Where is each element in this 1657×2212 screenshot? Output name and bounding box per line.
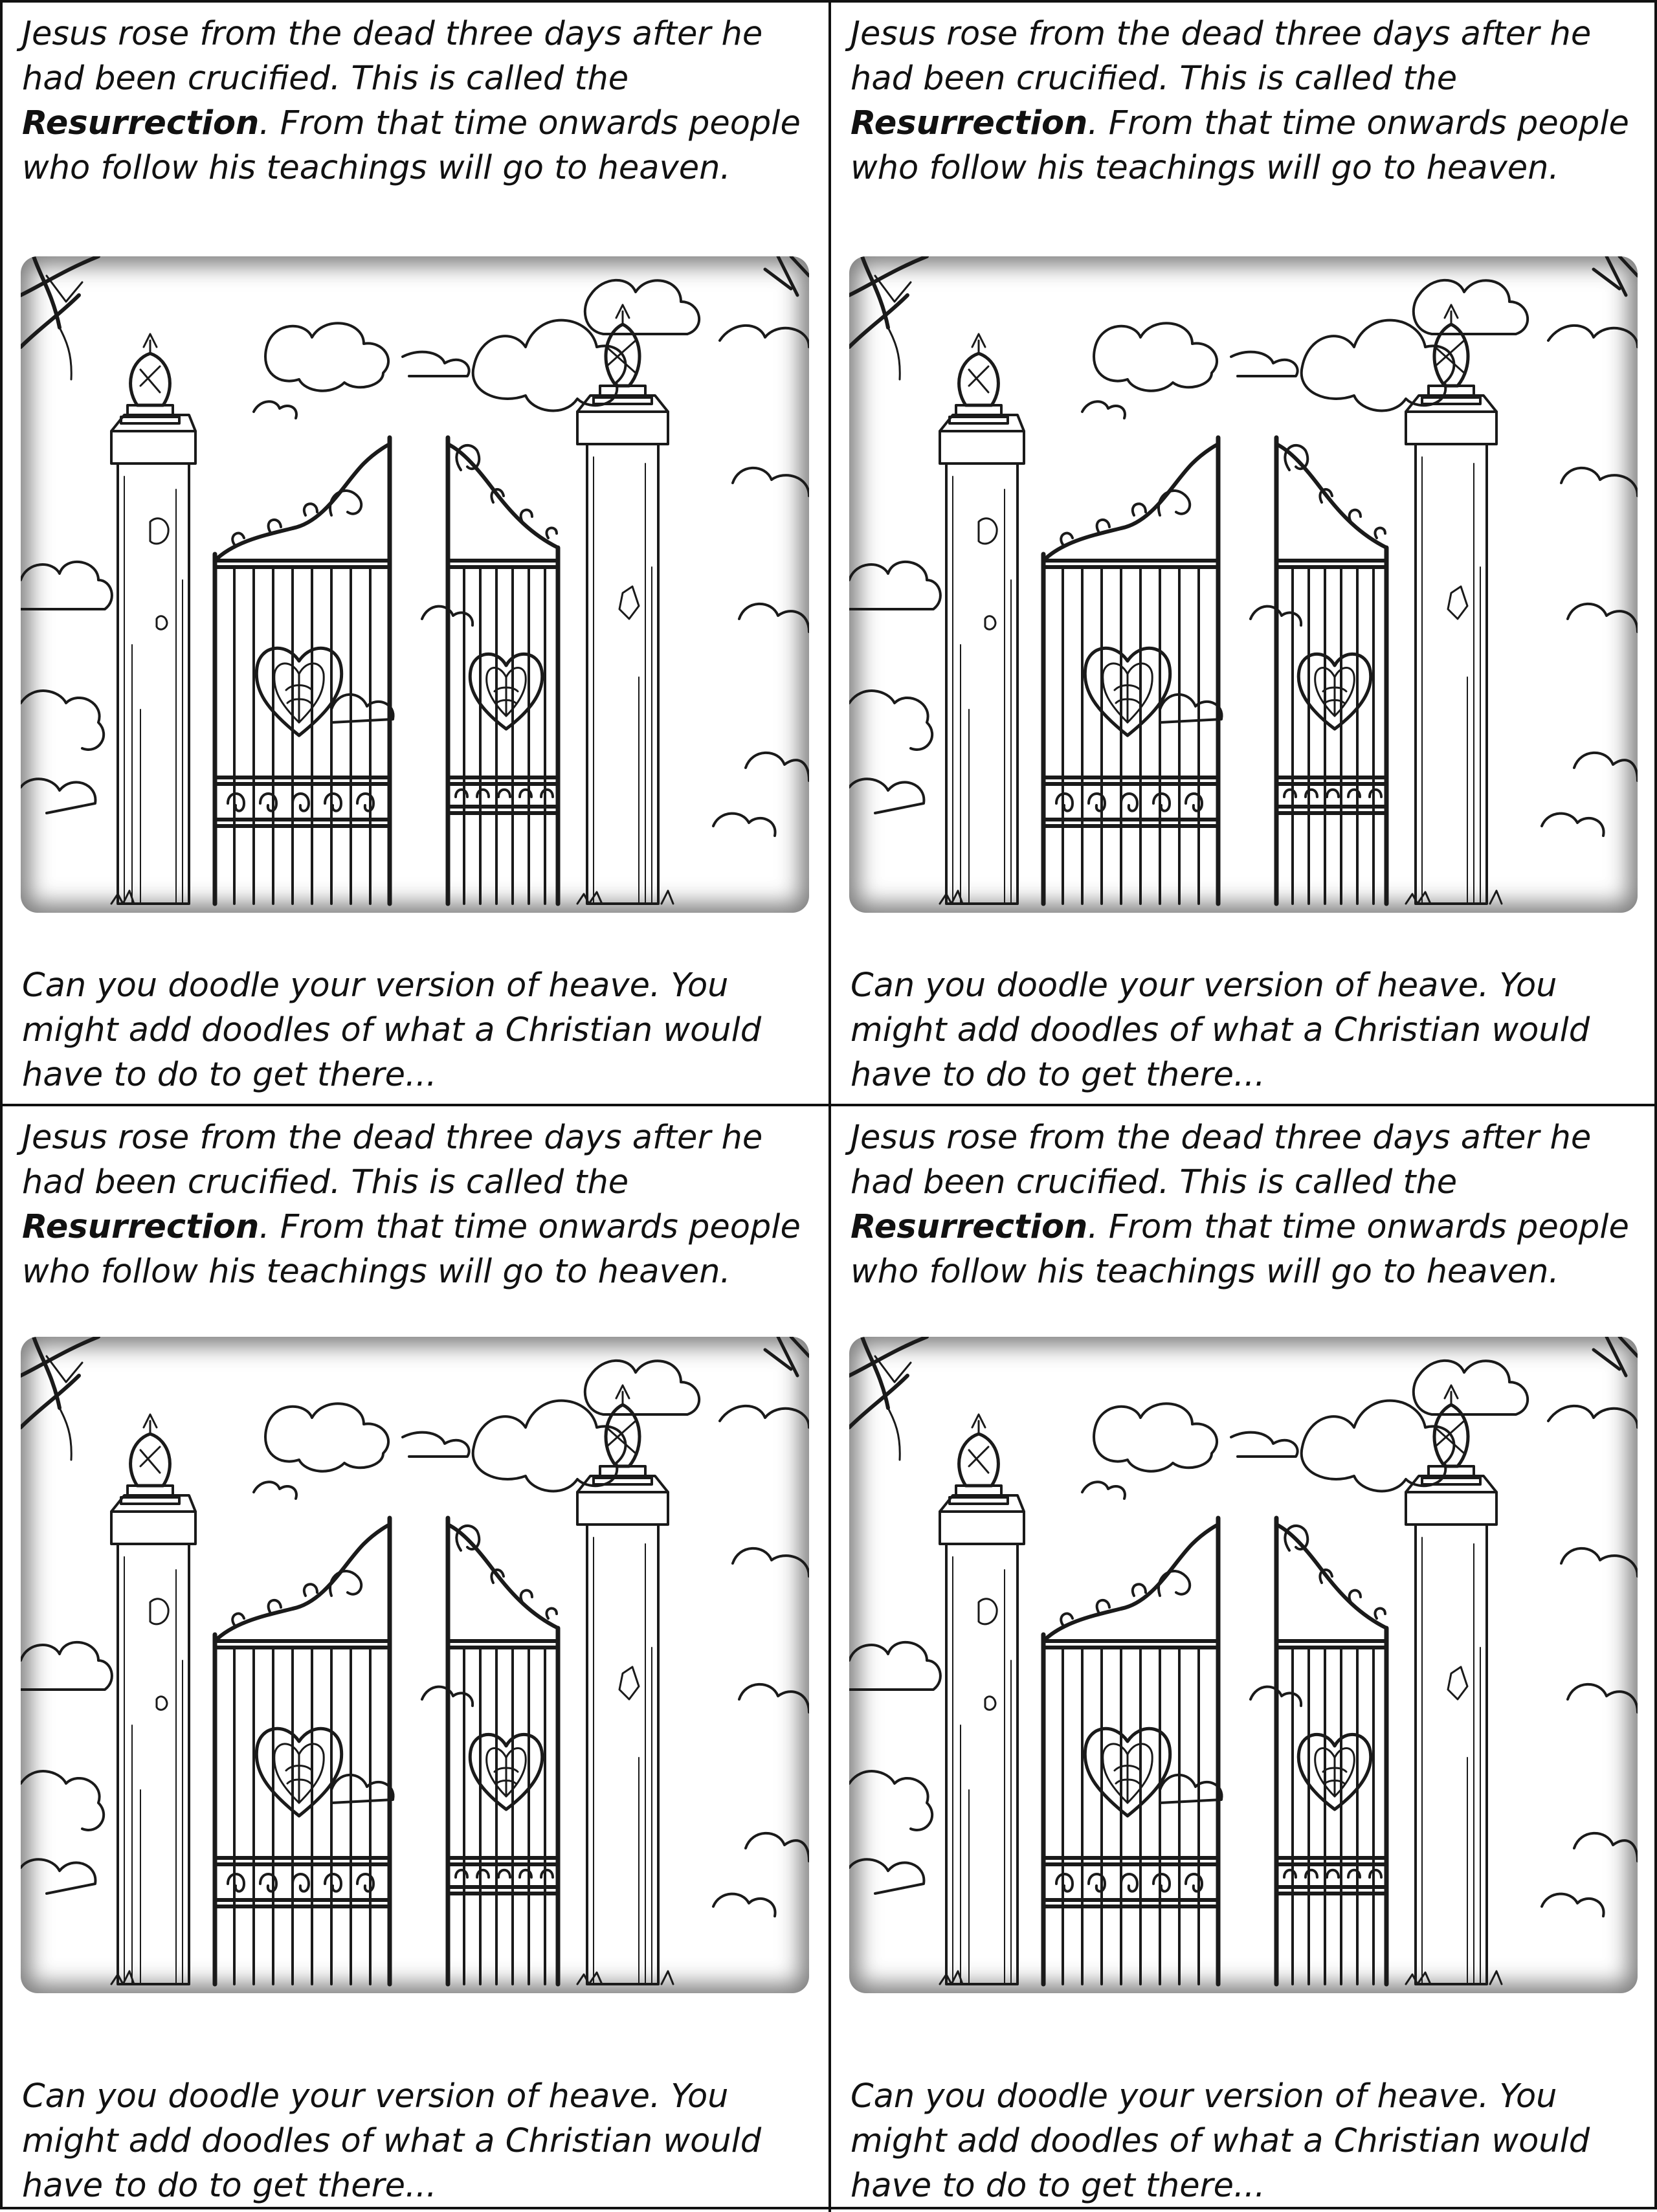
- intro-text: [851, 1115, 1640, 1294]
- heaven-gates-drawing: [21, 1337, 809, 1993]
- intro-text: [851, 12, 1640, 190]
- heaven-gates-illustration: [849, 256, 1638, 913]
- intro-text-part: Jesus rose from the dead three days after he had been crucified. This is called the: [22, 15, 763, 98]
- intro-text: [22, 12, 812, 190]
- doodle-prompt: Can you doodle your version of heave. You might add doodles of what a Christian would have to do to get there...: [851, 2077, 1590, 2205]
- intro-text-part: Jesus rose from the dead three days after he had been crucified. This is called the: [851, 15, 1592, 98]
- resurrection-term: Resurrection: [851, 104, 1088, 142]
- intro-text-part: Jesus rose from the dead three days after he had been crucified. This is called the: [22, 1119, 763, 1201]
- intro-text-part: . From that time onwards people who follow his teachings will go to heaven.: [22, 104, 801, 187]
- heaven-gates-drawing: [849, 256, 1638, 913]
- heaven-gates-illustration: [849, 1337, 1638, 1993]
- intro-text: [22, 1115, 812, 1294]
- worksheet-card: [3, 3, 831, 1106]
- doodle-prompt: Can you doodle your version of heave. You might add doodles of what a Christian would have to do to get there...: [22, 2077, 762, 2205]
- worksheet-card: [831, 3, 1657, 1106]
- intro-text-part: . From that time onwards people who follow his teachings will go to heaven.: [22, 1208, 801, 1291]
- resurrection-term: Resurrection: [851, 1208, 1088, 1246]
- doodle-prompt: Can you doodle your version of heave. You might add doodles of what a Christian would have to do to get there...: [851, 966, 1590, 1094]
- heaven-gates-drawing: [21, 256, 809, 913]
- heaven-gates-illustration: [21, 1337, 809, 1993]
- doodle-prompt: Can you doodle your version of heave. You might add doodles of what a Christian would have to do to get there...: [22, 966, 762, 1094]
- intro-text-part: Jesus rose from the dead three days after he had been crucified. This is called the: [851, 1119, 1592, 1201]
- worksheet-card: [3, 1106, 831, 2212]
- worksheet-card: [831, 1106, 1657, 2212]
- resurrection-term: Resurrection: [22, 104, 260, 142]
- intro-text-part: . From that time onwards people who follow his teachings will go to heaven.: [851, 104, 1629, 187]
- heaven-gates-drawing: [849, 1337, 1638, 1993]
- resurrection-term: Resurrection: [22, 1208, 260, 1246]
- heaven-gates-illustration: [21, 256, 809, 913]
- intro-text-part: . From that time onwards people who follow his teachings will go to heaven.: [851, 1208, 1629, 1291]
